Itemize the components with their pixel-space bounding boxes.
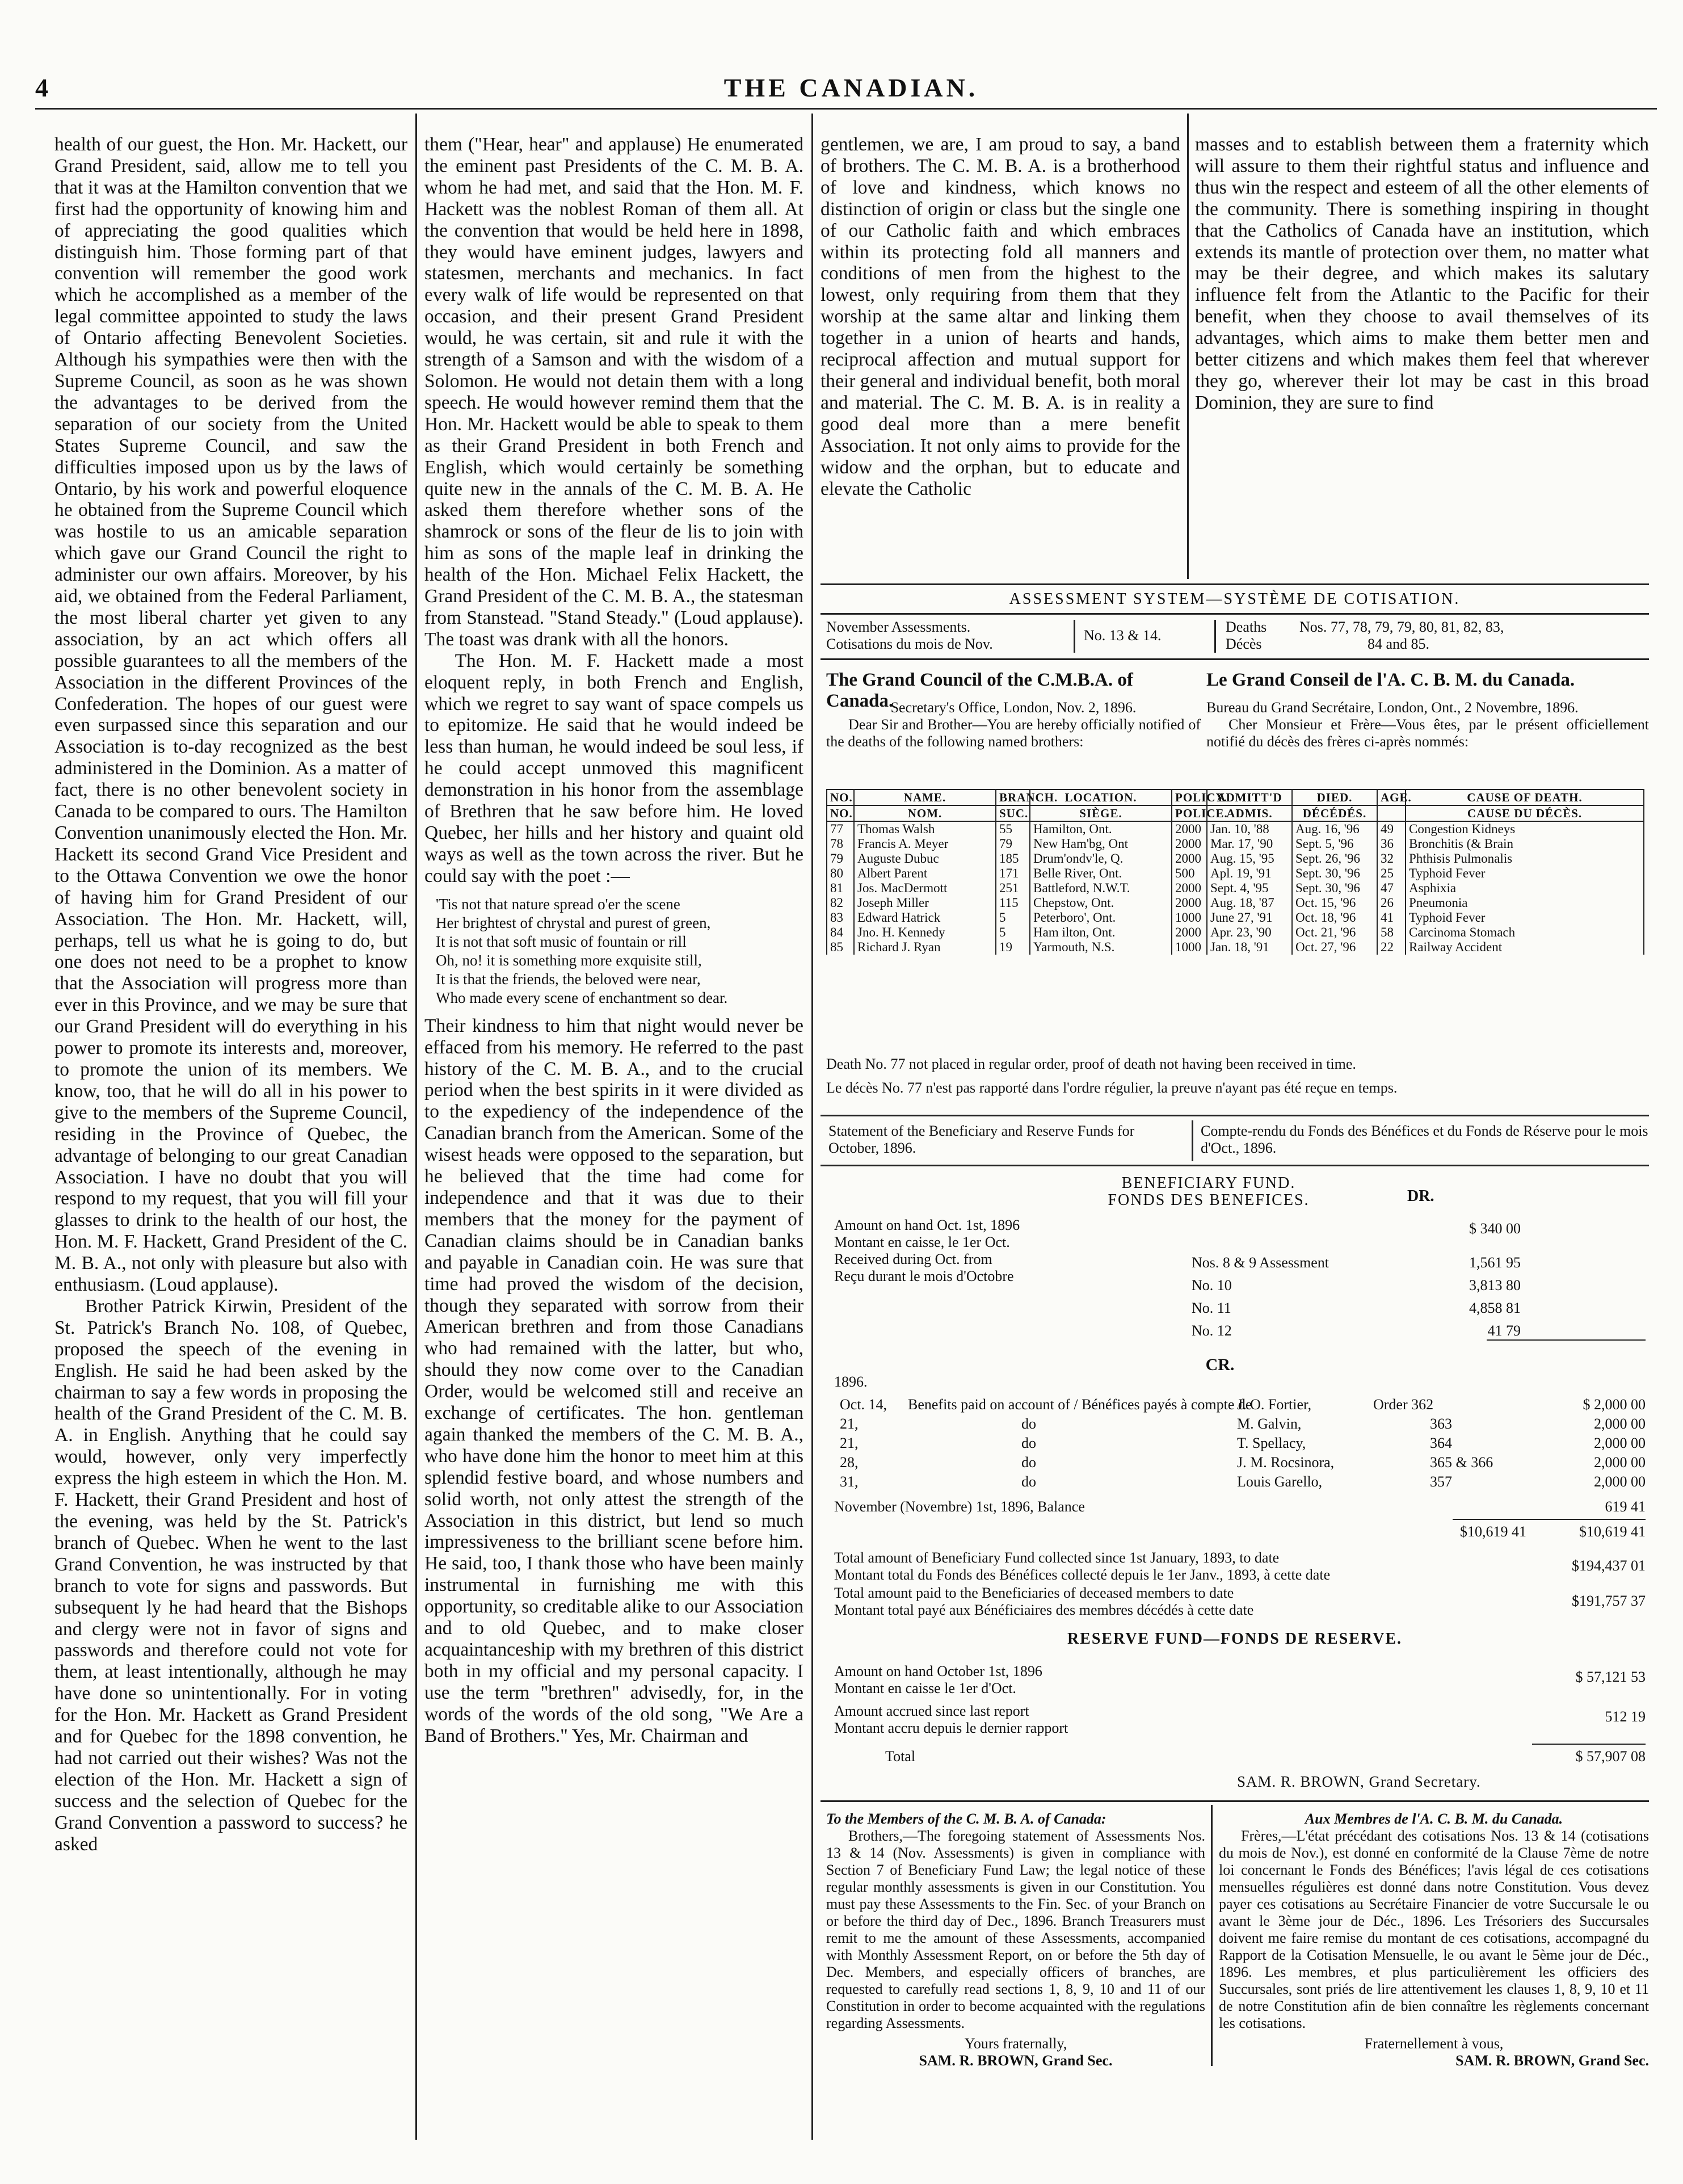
table-cell: 55 [996,821,1030,837]
table-cell: 2000 [1172,837,1207,851]
table-header-cell: SIÈGE. [1030,805,1172,821]
debit-line-label-fr: Montant en caisse, le 1er Oct. [834,1234,1010,1250]
column-1 [54,134,407,2154]
table-header-row-fr [827,805,1644,821]
table-cell: Apr. 23, '90 [1207,925,1292,940]
reserve-line-amount: 512 19 [1605,1708,1646,1725]
statement-title-fr: Compte-rendu du Fonds des Bénéfices et du Fonds de Réserve pour le mois d'Oct., 1896. [1201,1123,1648,1156]
notice-fr: Aux Membres de l'A. C. B. M. du Canada. Frères,—L'état précédant des cotisations Nos. 13 & 14 (cotisations du mois de Nov.), est donné en conformité de la Clause 7ème de notre loi concernant le Fonds des Bénéfices; l'avis légal de ces cotisations mensuelles régulières est donné dans notre Constitution. Vous devez payer ces cotisations au Secrétaire Financier de votre Succursale le ou avant le 3ème jour de Déc., 1896. Les Trésoriers des Succursales doivent me faire remise du montant de ces cotisations, accompagné du Rapport de la Cotisation Mensuelle, le ou avant le 5ème jour de Déc., 1896. Les membres, et plus particulièrement les officiers des Succursales, sont priés de lire attentivement les clauses 1, 8, 9, 10 et 11 de notre Constitution afin de bien connaître les règlements concernant les cotisations. Fraternellement à vous, SAM. R. BROWN, Grand Sec. [1219,1811,1649,2069]
debit-line-desc: Nos. 8 & 9 Assessment [1192,1254,1329,1271]
table-cell: Asphixia [1406,881,1644,896]
table-cell: 2000 [1172,821,1207,837]
assessment-numbers: No. 13 & 14. [1084,627,1162,644]
table-cell: Aug. 15, '95 [1207,851,1292,866]
credit-line-text: Benefits paid on account of / Bénéfices payés à compte de [908,1396,1252,1413]
balance-label: November (Novembre) 1st, 1896, Balance [834,1498,1085,1515]
table-cell: 185 [996,851,1030,866]
debit-line-amount: 3,813 80 [1469,1277,1521,1293]
grand-council-title-en: The Grand Council of the C.M.B.A. of Canada. [826,670,1133,711]
table-header-cell [1377,805,1406,821]
paid-label: Total amount paid to the Beneficiaries of deceased members to date Montant total payé aux Bénéficiaires des membres décédés à cette date [834,1585,1254,1618]
table-cell: 25 [1377,866,1406,881]
section-rule [821,658,1649,660]
credit-line-text: do [1021,1416,1036,1432]
table-cell: 49 [1377,821,1406,837]
credit-line-name: J. O. Fortier, [1237,1396,1312,1413]
table-cell: Sept. 30, '96 [1292,866,1377,881]
table-header-cell: POLICY. [1172,789,1207,805]
table-header-cell: NAME. [854,789,996,805]
credit-line-amount: 2,000 00 [1594,1416,1646,1432]
credit-line-amount: 2,000 00 [1594,1473,1646,1490]
table-cell: June 27, '91 [1207,910,1292,925]
table-cell: Ham ilton, Ont. [1030,925,1172,940]
table-cell: Thomas Walsh [854,821,996,837]
credit-line-date: 21, [840,1435,859,1451]
table-cell: 85 [827,940,854,955]
table-row [827,881,1644,896]
table-row [827,896,1644,910]
death-numbers: Nos. 77, 78, 79, 79, 80, 81, 82, 83, 84 and 85. [1299,619,1504,652]
table-cell: Jan. 18, '91 [1207,940,1292,955]
paid-amount: $191,757 37 [1572,1593,1646,1609]
credit-line-text: do [1021,1473,1036,1490]
grand-council-intro-fr: Bureau du Grand Secrétaire, London, Ont., 2 Novembre, 1896. Cher Monsieur et Frère—Vous êtes, par le présent officiellement notifié du décès des frères ci-après nommés: [1206,699,1649,750]
table-header-cell: CAUSE DU DÉCÈS. [1406,805,1644,821]
table-cell: Sept. 30, '96 [1292,881,1377,896]
table-cell: 2000 [1172,925,1207,940]
table-header-row [827,789,1644,805]
column-divider [415,114,417,2140]
table-cell: Francis A. Meyer [854,837,996,851]
cr-year: 1896. [834,1374,868,1390]
table-header-cell: DIED. [1292,789,1377,805]
article-paragraph: them ("Hear, hear" and applause) He enumerated the eminent past Presidents of the C. M. B. A. whom he had met, and said that the Hon. M. F. Hackett was the noblest Roman of them all. At the convention that would be held here in 1898, they would have eminent judges, lawyers and statesmen, merchants and mechanics. In fact every walk of life would be represented on that occasion, and their present Grand President would, he was certain, sit and rule it with the strength of a Samson and with the wisdom of a Solomon. He would not detain them with a long speech. He would however remind them that the Hon. Mr. Hackett would be able to speak to them as their Grand President in both French and English, which would certainly be something quite new in the annals of the C. M. B. A. He asked them therefore whether sons of the shamrock or sons of the fleur de lis to join with him as sons of the maple leaf in drinking the health of the Hon. Michael Felix Hackett, the Grand President of the C. M. B. A., the statesman from Stanstead. "Stand Steady." (Loud applause). The toast was drank with all the honors. [424,134,803,650]
section-rule [821,1115,1649,1116]
table-cell: 32 [1377,851,1406,866]
table-cell: Carcinoma Stomach [1406,925,1644,940]
table-cell: Albert Parent [854,866,996,881]
poem-line: 'Tis not that nature spread o'er the scene [436,895,680,913]
table-header-cell: CAUSE OF DEATH. [1406,789,1644,805]
reserve-line-label [834,1703,1068,1737]
beneficiary-fund-title: BENEFICIARY FUND. FONDS DES BENEFICES. [1108,1174,1310,1209]
table-header-cell: AGE. [1377,789,1406,805]
notice-divider [1211,1805,1213,2066]
credit-line-name: T. Spellacy, [1237,1435,1306,1451]
deaths-table-body [827,821,1644,955]
table-header-cell: BRANCH. [996,789,1030,805]
credit-line-order: Order 362 [1373,1396,1434,1413]
table-header-cell: NO. [827,789,854,805]
table-cell: 1000 [1172,910,1207,925]
statement-title-en: Statement of the Beneficiary and Reserve Funds for October, 1896. [828,1123,1135,1156]
deaths-label: Deaths Décès [1226,619,1267,652]
table-cell: Yarmouth, N.S. [1030,940,1172,955]
debit-line-label-en: Received during Oct. from [834,1251,992,1267]
notice-en: To the Members of the C. M. B. A. of Canada: Brothers,—The foregoing statement of Assessments Nos. 13 & 14 (Nov. Assessments) is given in compliance with Section 7 of Beneficiary Fund Law; the legal notice of these regular monthly assessments is given in our Constitution. You must pay these Assessments to the Fin. Sec. of your Branch on or before the third day of Dec., 1896. Branch Treasurers must remit to me the amount of these Assessments, accompanied with Monthly Assessment Report, on or before the 5th day of Dec. Members, and especially officers of branches, are requested to carefully read sections 1, 8, 9, 10 and 11 of our Constitution in order to become acquainted with the regulations regarding Assessments. Yours fraternally, SAM. R. BROWN, Grand Sec. [826,1811,1205,2069]
table-row [827,851,1644,866]
table-cell: 5 [996,910,1030,925]
table-cell: Typhoid Fever [1406,866,1644,881]
deaths-table [826,789,1644,955]
table-cell: 115 [996,896,1030,910]
death-note-en: Death No. 77 not placed in regular order, proof of death not having been received in time. [826,1056,1356,1072]
table-cell: Oct. 18, '96 [1292,910,1377,925]
table-cell: 2000 [1172,881,1207,896]
collected-amount: $194,437 01 [1572,1557,1646,1574]
debit-line-label [834,1251,1014,1285]
debit-line-label-fr: Reçu durant le mois d'Octobre [834,1268,1014,1284]
credit-line-order: 365 & 366 [1430,1454,1493,1471]
grand-council-intro-en: Secretary's Office, London, Nov. 2, 1896. Dear Sir and Brother—You are hereby officially notified of the deaths of the following named brothers: [826,699,1201,750]
table-cell: Belle River, Ont. [1030,866,1172,881]
poem-line: Her brightest of chrystal and purest of green, [436,914,711,931]
article-paragraph: Brother Patrick Kirwin, President of the St. Patrick's Branch No. 108, of Quebec, proposed the speech of the evening in English. He said he had been asked by the chairman to say a few words in proposing the health of the Grand President of the C. M. B. A. in English. Anything that he could say would, however, only very imperfectly express the high esteem in which the Hon. M. F. Hackett, their Grand President and host of the evening, was held by the St. Patrick's branch of Quebec. When he went to the last Grand Convention, he was instructed by that branch to vote for signs and passwords. But subsequent ly he had heard that the Bishops and clergy were not in favor of signs and passwords and therefore could not vote for them, at least intentionally, although he may have done so unintentionally. For in voting for the Hon. Mr. Hackett as Grand President and for Quebec for the 1898 convention, he had not carried out their wishes? Was not the election of the Hon. Mr. Hackett a sign of success and the selection of Quebec for the Grand Convention a password to success? he asked [54,1295,407,1855]
column-divider [811,114,813,2140]
total-cr: $10,619 41 [1579,1523,1646,1540]
table-cell: 79 [996,837,1030,851]
table-cell: Edward Hatrick [854,910,996,925]
table-cell: 36 [1377,837,1406,851]
table-cell: Oct. 21, '96 [1292,925,1377,940]
table-cell: Sept. 4, '95 [1207,881,1292,896]
table-cell: Richard J. Ryan [854,940,996,955]
table-cell: Jos. MacDermott [854,881,996,896]
table-row [827,866,1644,881]
table-row [827,821,1644,837]
table-header-cell: DÉCÉDÉS. [1292,805,1377,821]
article-paragraph: masses and to establish between them a fraternity which will assure to them their rightful status and influence and thus win the respect and esteem of all the other elements of the community. There is something inspiring in thought that the Catholics of Canada have an institution, which extends its mantle of protection over them, no matter what may be their degree, and which makes its salutary influence felt from the Atlantic to the Pacific for their benefit, when they choose to avail themselves of its advantages, which aims to make them better men and better citizens and which makes them feel that wherever they go, wherever their lot may be cast in this broad Dominion, they are sure to find [1195,134,1649,413]
reserve-line-label-en: Amount accrued since last report [834,1703,1029,1719]
table-cell: 47 [1377,881,1406,896]
credit-line-order: 363 [1430,1416,1452,1432]
reserve-line-label [834,1663,1042,1697]
table-cell: 2000 [1172,851,1207,866]
table-row [827,940,1644,955]
table-cell: 80 [827,866,854,881]
reserve-line-label-fr: Montant accru depuis le dernier rapport [834,1720,1068,1736]
poem-line: It is that the friends, the beloved were near, [436,970,701,988]
table-cell: 83 [827,910,854,925]
credit-line-amount: $ 2,000 00 [1583,1396,1646,1413]
table-row [827,910,1644,925]
table-cell: 22 [1377,940,1406,955]
debit-line-desc: No. 11 [1192,1300,1231,1316]
debit-line-amount: 4,858 81 [1469,1300,1521,1316]
table-header-cell: NO. [827,805,854,821]
credit-line-amount: 2,000 00 [1594,1454,1646,1471]
credit-line-name: Louis Garello, [1237,1473,1323,1490]
table-cell: 77 [827,821,854,837]
debit-line-desc: No. 10 [1192,1277,1232,1293]
table-cell: Phthisis Pulmonalis [1406,851,1644,866]
table-cell: Bronchitis (& Brain [1406,837,1644,851]
table-cell: Battleford, N.W.T. [1030,881,1172,896]
table-cell: 79 [827,851,854,866]
table-cell: Railway Accident [1406,940,1644,955]
table-cell: 1000 [1172,940,1207,955]
table-cell: Sept. 26, '96 [1292,851,1377,866]
table-cell: 5 [996,925,1030,940]
table-cell: 82 [827,896,854,910]
table-cell: Peterboro', Ont. [1030,910,1172,925]
article-paragraph: The Hon. M. F. Hackett made a most eloquent reply, in both French and English, which we regret to say want of space compels us to epitomize. He said that he would indeed be less than human, he would indeed be soul less, if he could accept unmoved this magnificent demonstration in his honor from the assemblage of Brethren that he saw before him. He loved Quebec, her hills and her history and quaint old ways as well as the town across the river. But he could say with the poet :— [424,650,803,887]
table-cell: 171 [996,866,1030,881]
table-cell: Apl. 19, '91 [1207,866,1292,881]
debit-line-amount: 1,561 95 [1469,1254,1521,1271]
table-cell: 500 [1172,866,1207,881]
table-cell: Aug. 16, '96 [1292,821,1377,837]
table-cell: 19 [996,940,1030,955]
masthead-title: THE CANADIAN. [723,73,979,102]
reserve-line-label-fr: Montant en caisse le 1er d'Oct. [834,1680,1016,1696]
reserve-fund-title: RESERVE FUND—FONDS DE RESERVE. [1067,1630,1403,1648]
debit-line-desc: No. 12 [1192,1322,1232,1339]
table-cell: Typhoid Fever [1406,910,1644,925]
table-cell: Jno. H. Kennedy [854,925,996,940]
credit-line-order: 364 [1430,1435,1452,1451]
november-assessments: November Assessments. Cotisations du mois de Nov. [826,619,993,652]
column-2 [424,134,803,2154]
table-cell: Oct. 15, '96 [1292,896,1377,910]
table-cell: New Ham'bg, Ont [1030,837,1172,851]
credit-line-name: J. M. Rocsinora, [1237,1454,1335,1471]
collected-label: Total amount of Beneficiary Fund collected since 1st January, 1893, to date Montant total du Fonds des Bénéfices collecté depuis le 1er Janv., 1893, à cette date [834,1549,1331,1583]
masthead-rule [35,108,1657,110]
poem-line: Oh, no! it is something more exquisite still, [436,951,702,969]
table-cell: Mar. 17, '90 [1207,837,1292,851]
cr-label: CR. [1205,1355,1235,1374]
reserve-line-label-en: Amount on hand October 1st, 1896 [834,1663,1042,1679]
table-cell: Joseph Miller [854,896,996,910]
credit-line-name: M. Galvin, [1237,1416,1302,1432]
debit-line-amount: $ 340 00 [1469,1220,1521,1237]
balance-amount: 619 41 [1605,1498,1646,1515]
table-cell: Oct. 27, '96 [1292,940,1377,955]
table-header-cell: SUC. [996,805,1030,821]
reserve-total-label: Total [885,1748,916,1765]
table-cell: Auguste Dubuc [854,851,996,866]
credit-line-date: 31, [840,1473,859,1490]
table-cell: Jan. 10, '88 [1207,821,1292,837]
table-cell: 84 [827,925,854,940]
grand-council-title-fr: Le Grand Conseil de l'A. C. B. M. du Canada. [1206,670,1575,690]
credit-line-date: 28, [840,1454,859,1471]
article-paragraph: Their kindness to him that night would never be effaced from his memory. He referred to the past history of the C. M. B. A., and to the crucial period when the best spirits in it were divided as to the expediency of the independence of the Canadian branch from the American. Some of the wisest heads were opposed to the separation, but he believed that the time had come for independence and that it was due to their members that the money for the payment of Canadian claims should be in Canadian banks and payable in Canadian coin. He was sure that time had proved the wisdom of the decision, though they separated with sorrow from their American brethren and from those Canadians who had remained with the latter, but who, should they now come over to the Canadian Order, would be welcomed still and receive an exchange of certificates. The hon. gentleman again thanked the members of the C. M. B. A., who have done him the honor to meet him at this splendid festive board, and whose numbers and solid worth, not only attest the strength of the Association in this district, but lend so much impressiveness to the brilliant scene before him. He said, too, I thank those who have been mainly instrumental in furnishing me with this opportunity, so creditable alike to our Association and to old Quebec, and to make closer acquaintanceship with my brethren of this district both in my official and my personal capacity. I use the term "brethren" advisedly, for, in the words of the words of the old song, "We Are a Band of Brothers." Yes, Mr. Chairman and [424,1015,803,1746]
poem-quote [436,895,803,1007]
section-rule [821,613,1649,615]
table-cell: 26 [1377,896,1406,910]
table-cell: 58 [1377,925,1406,940]
table-cell: 81 [827,881,854,896]
page-number: 4 [35,73,48,102]
table-row [827,837,1644,851]
table-cell: Congestion Kidneys [1406,821,1644,837]
credit-line-text: do [1021,1435,1036,1451]
table-header-cell: NOM. [854,805,996,821]
table-cell: 251 [996,881,1030,896]
table-cell: Drum'ondv'le, Q. [1030,851,1172,866]
dr-label: DR. [1407,1187,1434,1205]
death-note-fr: Le décès No. 77 n'est pas rapporté dans l'ordre régulier, la preuve n'ayant pas été reçue en temps. [826,1080,1398,1096]
table-header-cell: ADMITT'D [1207,789,1292,805]
credit-line-order: 357 [1430,1473,1452,1490]
table-row [827,925,1644,940]
table-cell: Chepstow, Ont. [1030,896,1172,910]
total-dr: $10,619 41 [1460,1523,1526,1540]
poem-line: Who made every scene of enchantment so dear. [436,989,728,1006]
column-3 [821,134,1180,580]
article-paragraph: gentlemen, we are, I am proud to say, a band of brothers. The C. M. B. A. is a brotherhood of love and kindness, which knows no distinction of origin or class but the single one of our Catholic faith and which embraces within its protecting fold all manners and conditions of men from the highest to the lowest, only requiring from them that they worship at the same altar and linking them together in a union of hearts and hands, reciprocal affection and mutual support for their general and individual benefit, both moral and material. The C. M. B. A. is in reality a good deal more than a mere benefit Association. It not only aims to provide for the widow and the orphan, but to educate and elevate the Catholic [821,134,1180,499]
section-rule [821,583,1649,585]
statement-signature: SAM. R. BROWN, Grand Secretary. [1237,1773,1481,1790]
table-cell: Sept. 5, '96 [1292,837,1377,851]
debit-line-label-en: Amount on hand Oct. 1st, 1896 [834,1217,1020,1233]
table-cell: Aug. 18, '87 [1207,896,1292,910]
debit-line-amount: 41 79 [1487,1322,1521,1339]
table-cell: 2000 [1172,896,1207,910]
table-cell: Pneumonia [1406,896,1644,910]
table-cell: Hamilton, Ont. [1030,821,1172,837]
debit-line-label [834,1217,1020,1251]
poem-line: It is not that soft music of fountain or rill [436,933,687,950]
table-cell: 41 [1377,910,1406,925]
table-header-cell: ADMIS. [1207,805,1292,821]
credit-line-date: Oct. 14, [840,1396,887,1413]
table-header-cell: POLICE. [1172,805,1207,821]
column-divider [1187,114,1189,579]
reserve-total-amount: $ 57,907 08 [1575,1748,1646,1765]
assessment-heading: ASSESSMENT SYSTEM—SYSTÈME DE COTISATION. [1009,590,1461,608]
credit-line-text: do [1021,1454,1036,1471]
section-rule [821,1800,1649,1802]
table-cell: 78 [827,837,854,851]
table-header-cell: LOCATION. [1030,789,1172,805]
section-rule [821,1165,1649,1166]
credit-line-date: 21, [840,1416,859,1432]
article-paragraph: health of our guest, the Hon. Mr. Hackett, our Grand President, said, allow me to tell you that it was at the Hamilton convention that we first had the opportunity of knowing him and of appreciating the good qualities which distinguish him. Those forming part of that convention will remember the good work which he accomplished as a member of the legal committee appointed to study the laws of Ontario affecting Benevolent Societies. Although his sympathies were then with the Supreme Council, as soon as he was shown the advantages to be derived from the separation of our society from the United States Supreme Council, and saw the difficulties imposed upon us by the laws of Ontario, by his work and powerful eloquence he obtained from the Supreme Council which was hostile to us an amicable separation which gave our Grand Council the right to administer our own affairs. Moreover, by his aid, we obtained from the Federal Parliament, the most liberal charter yet given to any association, by an act which offers all possible guarantees to all the members of the Association in the different Provinces of the Confederation. The hopes of our guest were even surpassed since this separation and our Association is to-day recognized as the best administered in the Dominion. As a matter of fact, there is no other benevolent society in Canada to be compared to ours. The Hamilton Convention unanimously elected the Hon. Mr. Hackett its second Grand Vice President and to the Ottawa Convention we owe the honor of having him for Grand President of our Association. The Hon. Mr. Hackett, will, perhaps, tell us what he is going to do, but one does not need to be a prophet to know that the Association will progress more than ever in this Province, and we may be sure that our Grand President will do everything in his power to promote its interests and, moreover, to promote the union of its members. We know, too, that he will do all in his power to give to the members of the Supreme Council, residing in the Province of Quebec, the advantage of belonging to our great Canadian Association. I have no doubt that you will respond to my request, that you will fill your glasses to drink to the health of our host, the Hon. M. F. Hackett, Grand President of the C. M. B. A., not only with pleasure but also with enthusiasm. (Loud applause). [54,134,407,1296]
reserve-line-amount: $ 57,121 53 [1575,1669,1646,1685]
column-4 [1195,134,1649,580]
credit-line-amount: 2,000 00 [1594,1435,1646,1451]
